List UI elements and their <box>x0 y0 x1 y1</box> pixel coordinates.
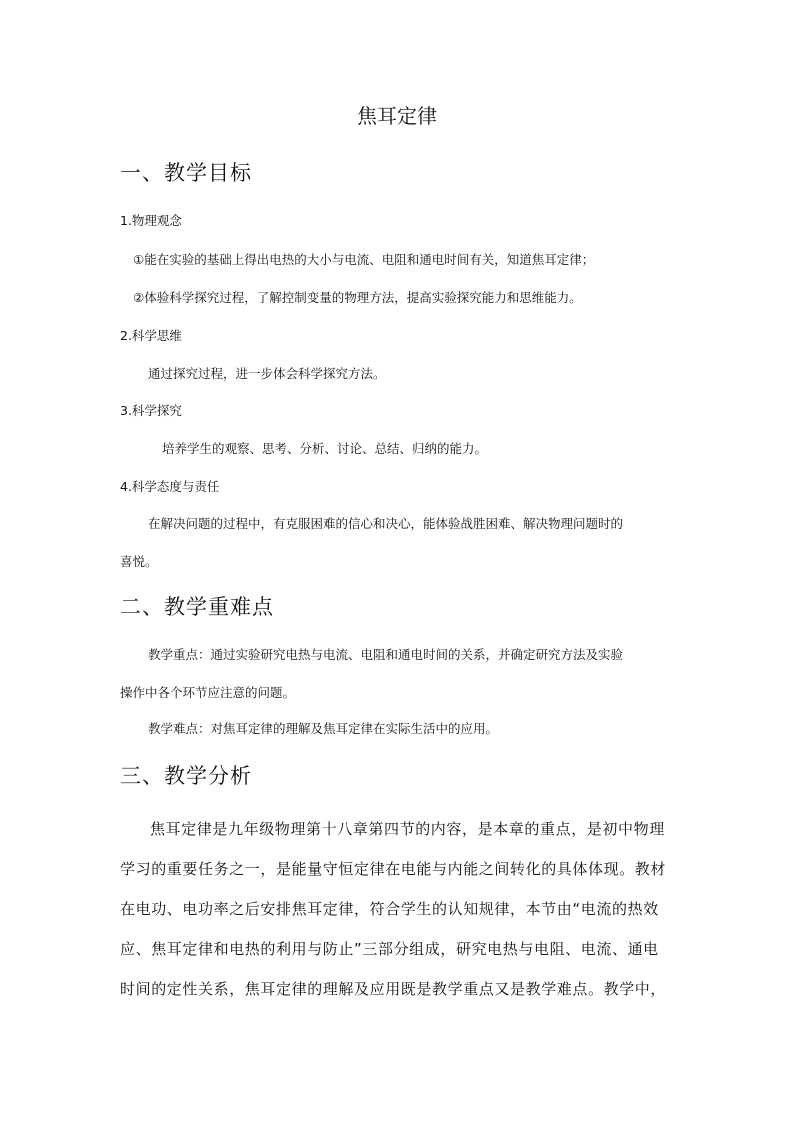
objective-item: ①能在实验的基础上得出电热的大小与电流、电阻和通电时间有关，知道焦耳定律； <box>133 252 595 267</box>
key-point-text: 操作中各个环节应注意的问题。 <box>120 685 296 700</box>
key-point-text: 教学重点：通过实验研究电热与电流、电阻和通电时间的关系，并确定研究方法及实验 <box>148 647 624 662</box>
objective-item: ②体验科学探究过程，了解控制变量的物理方法，提高实验探究能力和思维能力。 <box>133 290 582 305</box>
subheading-scientific-inquiry: 3.科学探究 <box>120 403 182 418</box>
subheading-scientific-thinking: 2.科学思维 <box>120 328 182 343</box>
objective-text: 在解决问题的过程中，有克服困难的信心和决心，能体验战胜困难、解决物理问题时的 <box>148 516 624 531</box>
analysis-paragraph-line: 应、焦耳定律和电热的利用与防止”三部分组成，研究电热与电阻、电流、通电 <box>120 940 659 958</box>
analysis-paragraph-line: 学习的重要任务之一，是能量守恒定律在电能与内能之间转化的具体体现。教材 <box>120 860 667 878</box>
section-heading-objectives: 一、教学目标 <box>120 161 252 185</box>
analysis-paragraph-line: 在电功、电功率之后安排焦耳定律，符合学生的认知规律，本节由“电流的热效 <box>120 900 659 918</box>
analysis-paragraph-line: 焦耳定律是九年级物理第十八章第四节的内容，是本章的重点，是初中物理 <box>150 820 665 838</box>
objective-text: 通过探究过程，进一步体会科学探究方法。 <box>148 366 386 381</box>
objective-text: 培养学生的观察、思考、分析、讨论、总结、归纳的能力。 <box>162 441 488 456</box>
difficulty-text: 教学难点：对焦耳定律的理解及焦耳定律在实际生活中的应用。 <box>148 721 499 736</box>
objective-text: 喜悦。 <box>120 554 158 569</box>
document-title: 焦耳定律 <box>357 104 437 128</box>
subheading-attitude-responsibility: 4.科学态度与责任 <box>120 479 220 494</box>
section-heading-analysis: 三、教学分析 <box>120 764 252 788</box>
section-heading-key-points: 二、教学重难点 <box>120 595 274 619</box>
subheading-physics-concept: 1.物理观念 <box>120 213 182 228</box>
analysis-paragraph-line: 时间的定性关系，焦耳定律的理解及应用既是教学重点又是教学难点。教学中， <box>120 980 667 998</box>
